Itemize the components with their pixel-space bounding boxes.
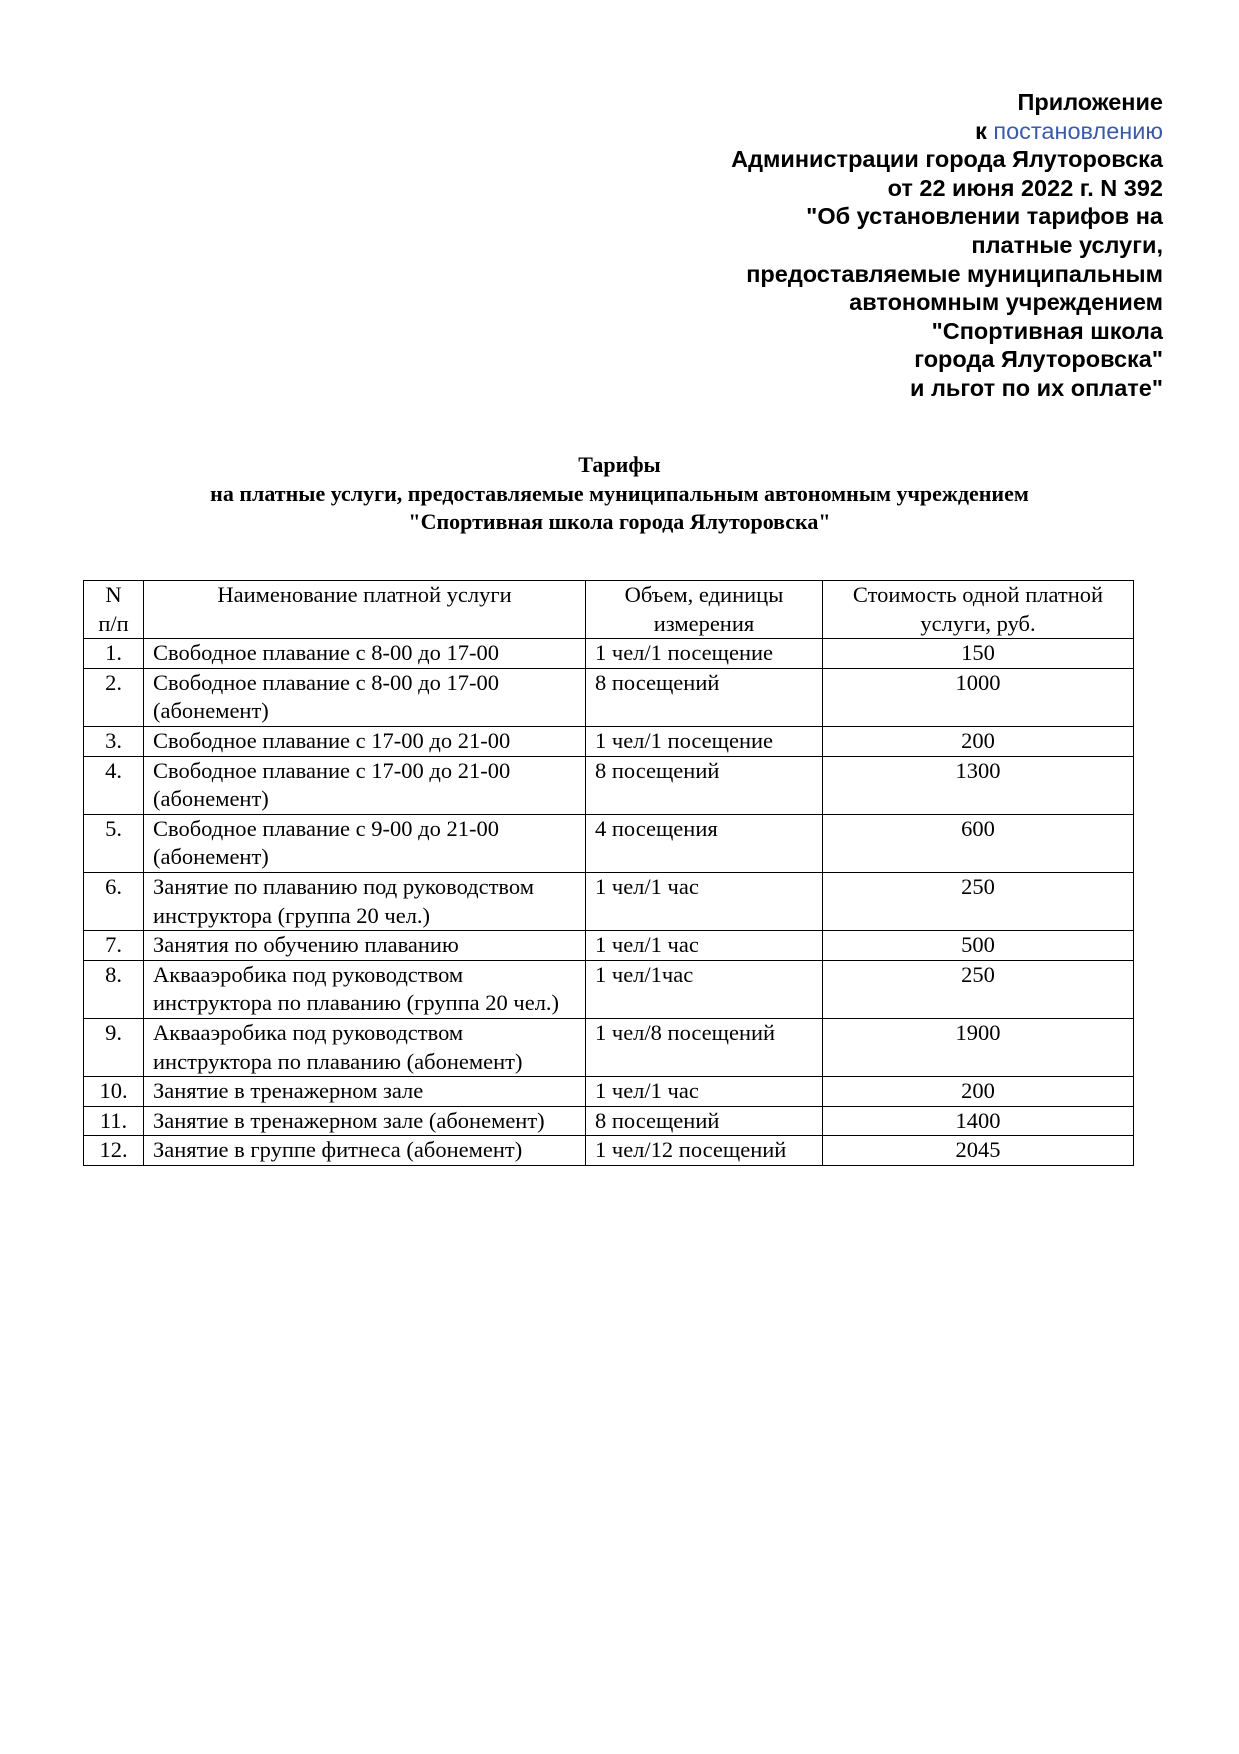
row-unit: 8 посещений	[586, 668, 823, 726]
row-unit: 1 чел/12 посещений	[586, 1136, 823, 1166]
row-unit: 1 чел/8 посещений	[586, 1018, 823, 1076]
row-unit: 1 чел/1час	[586, 960, 823, 1018]
row-service-name: Занятие в тренажерном зале (абонемент)	[144, 1106, 586, 1136]
header-num-text: N п/п	[98, 582, 129, 636]
table-body	[84, 639, 1134, 1166]
table-header-row	[84, 581, 1134, 639]
table-row	[84, 1077, 1134, 1107]
row-num: 7.	[84, 931, 144, 961]
row-num: 4.	[84, 756, 144, 814]
row-service-name: Занятие в группе фитнеса (абонемент)	[144, 1136, 586, 1166]
appendix-subject-line-3: предоставляемые муниципальным	[746, 260, 1163, 287]
title-line-2: на платные услуги, предоставляемые муниципальным автономным учреждением	[210, 480, 1029, 506]
table-row	[84, 1018, 1134, 1076]
table-row	[84, 668, 1134, 726]
row-num: 10.	[84, 1077, 144, 1107]
appendix-subject-line-5: "Спортивная школа	[931, 317, 1163, 344]
appendix-date-number: от 22 июня 2022 г. N 392	[887, 174, 1163, 201]
appendix-subject-line-6: города Ялуторовска"	[914, 346, 1163, 373]
row-price: 250	[823, 960, 1134, 1018]
row-price: 200	[823, 726, 1134, 756]
appendix-subject-line-1: "Об установлении тарифов на	[806, 203, 1163, 230]
row-num: 5.	[84, 814, 144, 872]
document-title	[0, 451, 1239, 537]
table-row	[84, 960, 1134, 1018]
header-price: Стоимость одной платной услуги, руб.	[823, 581, 1134, 639]
appendix-subject-line-4: автономным учреждением	[849, 289, 1163, 316]
appendix-subject-line-7: и льгот по их оплате"	[909, 374, 1163, 401]
row-num: 8.	[84, 960, 144, 1018]
table-row	[84, 872, 1134, 930]
table-row	[84, 1106, 1134, 1136]
row-num: 11.	[84, 1106, 144, 1136]
row-price: 1300	[823, 756, 1134, 814]
row-unit: 1 чел/1 посещение	[586, 726, 823, 756]
row-service-name: Свободное плавание с 8-00 до 17-00	[144, 639, 586, 669]
header-num	[84, 581, 144, 639]
appendix-reference	[463, 117, 1163, 146]
table-row	[84, 639, 1134, 669]
row-price: 250	[823, 872, 1134, 930]
row-service-name: Занятие по плаванию под руководством инструктора (группа 20 чел.)	[144, 872, 586, 930]
row-price: 2045	[823, 1136, 1134, 1166]
appendix-header	[463, 88, 1163, 403]
row-service-name: Аквааэробика под руководством инструктора по плаванию (группа 20 чел.)	[144, 960, 586, 1018]
row-unit: 4 посещения	[586, 814, 823, 872]
row-service-name: Свободное плавание с 17-00 до 21-00	[144, 726, 586, 756]
row-unit: 8 посещений	[586, 756, 823, 814]
row-num: 12.	[84, 1136, 144, 1166]
table-row	[84, 931, 1134, 961]
row-unit: 1 чел/1 час	[586, 931, 823, 961]
row-price: 1000	[823, 668, 1134, 726]
row-service-name: Аквааэробика под руководством инструктора по плаванию (абонемент)	[144, 1018, 586, 1076]
appendix-subject-line-2: платные услуги,	[971, 231, 1163, 258]
header-name: Наименование платной услуги	[144, 581, 586, 639]
row-num: 3.	[84, 726, 144, 756]
table-row	[84, 756, 1134, 814]
row-price: 150	[823, 639, 1134, 669]
appendix-issuer: Администрации города Ялуторовска	[731, 146, 1163, 173]
row-unit: 1 чел/1 час	[586, 872, 823, 930]
title-line-3: "Спортивная школа города Ялуторовска"	[408, 509, 831, 534]
row-unit: 1 чел/1 посещение	[586, 639, 823, 669]
row-price: 500	[823, 931, 1134, 961]
table-row	[84, 1136, 1134, 1166]
table-row	[84, 814, 1134, 872]
appendix-reference-prefix: к	[975, 117, 994, 144]
row-num: 2.	[84, 668, 144, 726]
row-num: 6.	[84, 872, 144, 930]
row-service-name: Свободное плавание с 17-00 до 21-00 (абонемент)	[144, 756, 586, 814]
header-unit: Объем, единицы измерения	[586, 581, 823, 639]
row-price: 1900	[823, 1018, 1134, 1076]
title-line-1: Тарифы	[578, 452, 661, 477]
row-num: 1.	[84, 639, 144, 669]
row-service-name: Свободное плавание с 8-00 до 17-00 (абонемент)	[144, 668, 586, 726]
resolution-link[interactable]: постановлению	[993, 117, 1163, 144]
tariffs-table	[83, 580, 1134, 1166]
row-num: 9.	[84, 1018, 144, 1076]
row-unit: 8 посещений	[586, 1106, 823, 1136]
row-service-name: Свободное плавание с 9-00 до 21-00 (абонемент)	[144, 814, 586, 872]
row-price: 600	[823, 814, 1134, 872]
row-service-name: Занятие в тренажерном зале	[144, 1077, 586, 1107]
row-price: 1400	[823, 1106, 1134, 1136]
row-service-name: Занятия по обучению плаванию	[144, 931, 586, 961]
appendix-title: Приложение	[1017, 89, 1163, 115]
table-row	[84, 726, 1134, 756]
row-unit: 1 чел/1 час	[586, 1077, 823, 1107]
row-price: 200	[823, 1077, 1134, 1107]
